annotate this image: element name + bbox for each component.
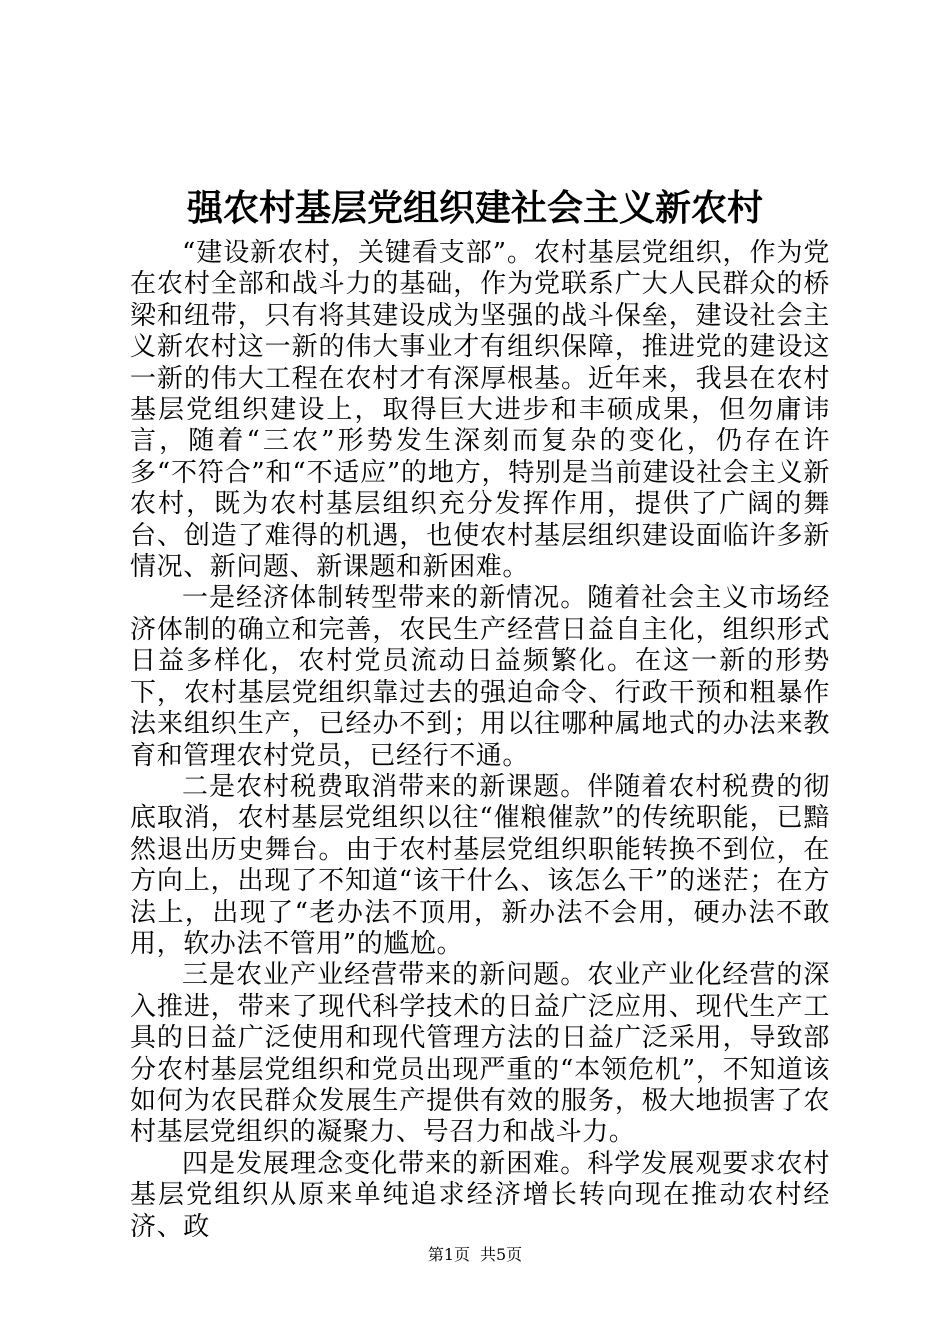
paragraph-intro: “建设新农村，关键看支部”。农村基层党组织，作为党在农村全部和战斗力的基础，作为党联系广大人民群众的桥梁和纽带，只有将其建设成为坚强的战斗保垒，建设社会主义新农村这一新的伟大事业才有组织保障，推进党的建设这一新的伟大工程在农村才有深厚根基。近年来，我县在农村基层党组织建设上，取得巨大进步和丰硕成果，但勿庸讳言，随着“三农”形势发生深刻而复杂的变化，仍存在许多“不符合”和“不适应”的地方，特别是当前建设社会主义新农村，既为农村基层组织充分发挥作用，提供了广阔的舞台、创造了难得的机遇，也使农村基层组织建设面临许多新情况、新问题、新课题和新困难。 xyxy=(130,238,830,583)
page-footer xyxy=(0,1244,950,1266)
document-title: 强农村基层党组织建社会主义新农村 xyxy=(186,187,763,229)
page-number: 第1页 xyxy=(427,1245,470,1264)
paragraph-tax-abolition: 二是农村税费取消带来的新课题。伴随着农村税费的彻底取消，农村基层党组织以往“催粮催款”的传统职能，已黯然退出历史舞台。由于农村基层党组织职能转换不到位，在方向上，出现了不知道“该干什么、该怎么干”的迷茫；在方法上，出现了“老办法不顶用，新办法不会用，硬办法不敢用，软办法不管用”的尴尬。 xyxy=(130,771,830,959)
paragraph-industrialization: 三是农业产业经营带来的新问题。农业产业化经营的深入推进，带来了现代科学技术的日益广泛应用、现代生产工具的日益广泛使用和现代管理方法的日益广泛采用，导致部分农村基层党组织和党员出现严重的“本领危机”，不知道该如何为农民群众发展生产提供有效的服务，极大地损害了农村基层党组织的凝聚力、号召力和战斗力。 xyxy=(130,960,830,1148)
document-body xyxy=(130,238,830,1243)
page-total: 共5页 xyxy=(480,1245,523,1264)
paragraph-economic-system: 一是经济体制转型带来的新情况。随着社会主义市场经济体制的确立和完善，农民生产经营日益自主化，组织形式日益多样化，农村党员流动日益频繁化。在这一新的形势下，农村基层党组织靠过去的强迫命令、行政干预和粗暴作法来组织生产，已经办不到；用以往哪种属地式的办法来教育和管理农村党员，已经行不通。 xyxy=(130,583,830,771)
paragraph-development-concept: 四是发展理念变化带来的新困难。科学发展观要求农村基层党组织从原来单纯追求经济增长转向现在推动农村经济、政 xyxy=(130,1148,830,1242)
